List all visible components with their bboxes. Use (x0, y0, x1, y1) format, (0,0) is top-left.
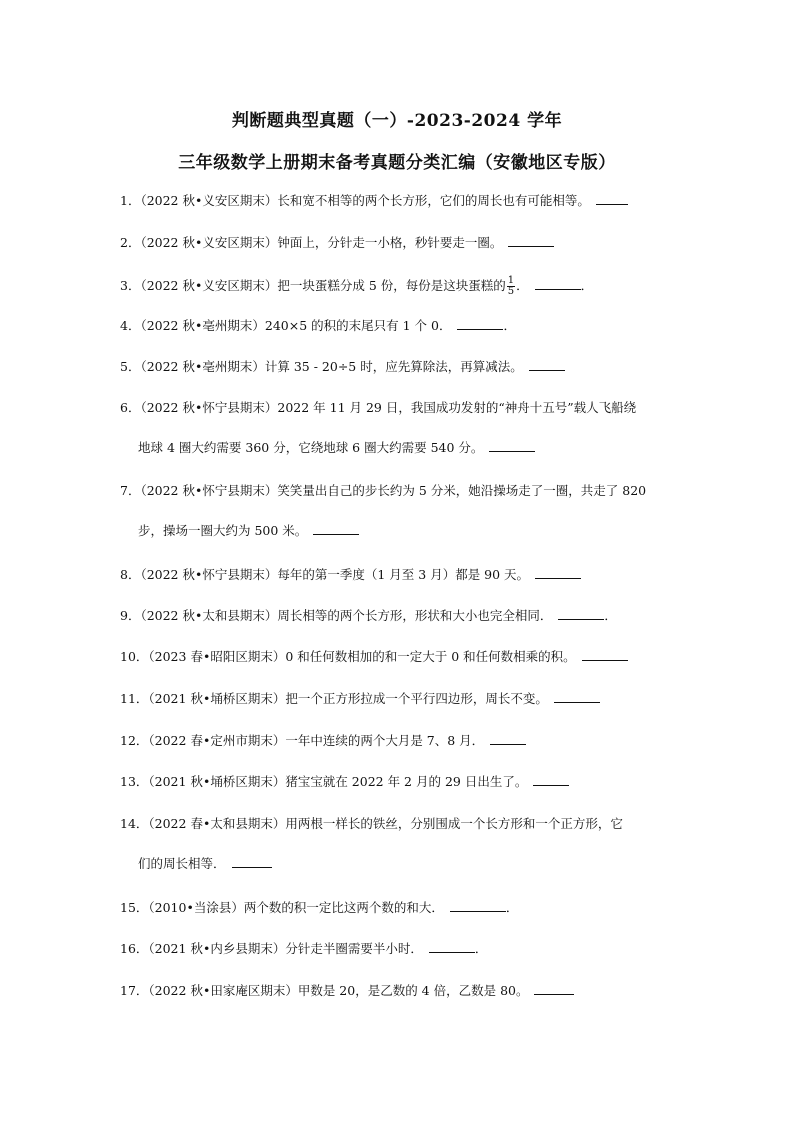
question-number: 16． (120, 941, 149, 956)
question-text-continued: 们的周长相等． (138, 856, 226, 871)
question-5 (120, 358, 680, 376)
answer-blank[interactable] (554, 690, 600, 703)
question-number: 17． (120, 983, 149, 998)
question-text: （2021 秋•埇桥区期末）猪宝宝就在 2022 年 2 月的 29 日出生了。 (148, 774, 528, 789)
question-text: （2021 秋•埇桥区期末）把一个正方形拉成一个平行四边形，周长不变。 (148, 691, 548, 706)
answer-blank[interactable] (533, 773, 569, 786)
question-15: 15．（2010•当涂县）两个数的积一定比这两个数的和大． ． (120, 900, 519, 915)
answer-blank[interactable] (558, 607, 604, 620)
question-7 (120, 482, 680, 540)
question-10 (120, 648, 680, 666)
question-text: （2022 秋•义安区期末）钟面上，分针走一小格，秒针要走一圈。 (140, 235, 503, 250)
question-number: 15． (120, 900, 149, 915)
question-number: 14． (120, 816, 149, 831)
answer-blank[interactable] (534, 982, 574, 995)
question-number: 7． (120, 483, 141, 498)
answer-blank[interactable] (508, 234, 554, 247)
question-2 (120, 234, 680, 252)
question-text-continued: 地球 4 圈大约需要 360 分，它绕地球 6 圈大约需要 540 分。 (138, 440, 484, 455)
question-number: 1． (120, 193, 141, 208)
question-text: （2022 秋•义安区期末）把一块蛋糕分成 5 份，每份是这块蛋糕的 (140, 278, 506, 293)
question-text: （2022 秋•怀宁县期末）每年的第一季度（1 月至 3 月）都是 90 天。 (140, 567, 530, 582)
question-11 (120, 690, 680, 708)
question-text: （2022 秋•怀宁县期末）2022 年 11 月 29 日，我国成功发射的“神舟十五号”载人飞船绕 (140, 400, 637, 415)
question-text: （2023 春•昭阳区期末）0 和任何数相加的和一定大于 0 和任何数相乘的积。 (148, 649, 576, 664)
question-number: 6． (120, 400, 141, 415)
fraction-numerator: 1 (507, 275, 515, 286)
document-title-line-1: 判断题典型真题（一）-2023-2024 学年 (231, 111, 563, 131)
question-number: 11． (120, 691, 149, 706)
question-8 (120, 566, 680, 584)
answer-blank[interactable] (429, 940, 475, 953)
answer-blank[interactable] (596, 192, 628, 205)
question-16: 16．（2021 秋•内乡县期末）分针走半圈需要半小时． ． (120, 941, 488, 956)
question-3: 3．（2022 秋•义安区期末）把一块蛋糕分成 5 份，每份是这块蛋糕的 $\frac{1}{5}$ ． ． (120, 275, 594, 297)
question-number: 13． (120, 774, 149, 789)
question-number: 8． (120, 567, 141, 582)
answer-blank[interactable] (535, 566, 581, 579)
question-number: 2． (120, 235, 141, 250)
question-14 (120, 815, 680, 873)
question-9: 9．（2022 秋•太和县期末）周长相等的两个长方形，形状和大小也完全相同． ． (120, 608, 617, 623)
answer-blank[interactable] (582, 648, 628, 661)
question-text: （2022 秋•义安区期末）长和宽不相等的两个长方形，它们的周长也有可能相等。 (140, 193, 590, 208)
answer-blank[interactable] (529, 358, 565, 371)
question-6 (120, 399, 680, 457)
question-number: 5． (120, 359, 141, 374)
fraction-denominator: 5 (507, 286, 515, 297)
question-text: （2022 春•太和县期末）用两根一样长的铁丝，分别围成一个长方形和一个正方形，它 (148, 816, 623, 831)
fraction (507, 276, 515, 297)
question-text: （2022 秋•田家庵区期末）甲数是 20，是乙数的 4 倍，乙数是 80。 (148, 983, 529, 998)
question-text: （2022 秋•太和县期末）周长相等的两个长方形，形状和大小也完全相同． (140, 608, 553, 623)
question-text: （2021 秋•内乡县期末）分针走半圈需要半小时． (148, 941, 423, 956)
answer-blank[interactable] (489, 439, 535, 452)
question-number: 10． (120, 649, 149, 664)
question-1 (120, 192, 680, 210)
answer-blank[interactable] (313, 522, 359, 535)
answer-blank[interactable] (490, 732, 526, 745)
question-text: （2022 秋•怀宁县期末）笑笑量出自己的步长约为 5 分米，她沿操场走了一圈，共走了 820 (140, 483, 647, 498)
question-17 (120, 982, 680, 1000)
question-number: 3． (120, 278, 141, 293)
question-text-continued: 步，操场一圈大约为 500 米。 (138, 523, 308, 538)
question-4: 4．（2022 秋•亳州期末）240×5 的积的末尾只有 1 个 0． ． (120, 318, 516, 333)
document-title-line-2: 三年级数学上册期末备考真题分类汇编（安徽地区专版） (178, 153, 616, 173)
question-number: 9． (120, 608, 141, 623)
question-number: 12． (120, 733, 149, 748)
question-text: （2022 秋•亳州期末）计算 35 - 20÷5 时，应先算除法，再算减法。 (140, 359, 523, 374)
answer-blank[interactable] (232, 855, 272, 868)
question-text: （2010•当涂县）两个数的积一定比这两个数的和大． (148, 900, 444, 915)
answer-blank[interactable] (450, 899, 506, 912)
question-12 (120, 732, 680, 750)
answer-blank[interactable] (535, 277, 581, 290)
answer-blank[interactable] (457, 317, 503, 330)
question-text: （2022 春•定州市期末）一年中连续的两个大月是 7、8 月． (148, 733, 485, 748)
question-text: （2022 秋•亳州期末）240×5 的积的末尾只有 1 个 0． (140, 318, 452, 333)
question-13 (120, 773, 680, 791)
question-number: 4． (120, 318, 141, 333)
